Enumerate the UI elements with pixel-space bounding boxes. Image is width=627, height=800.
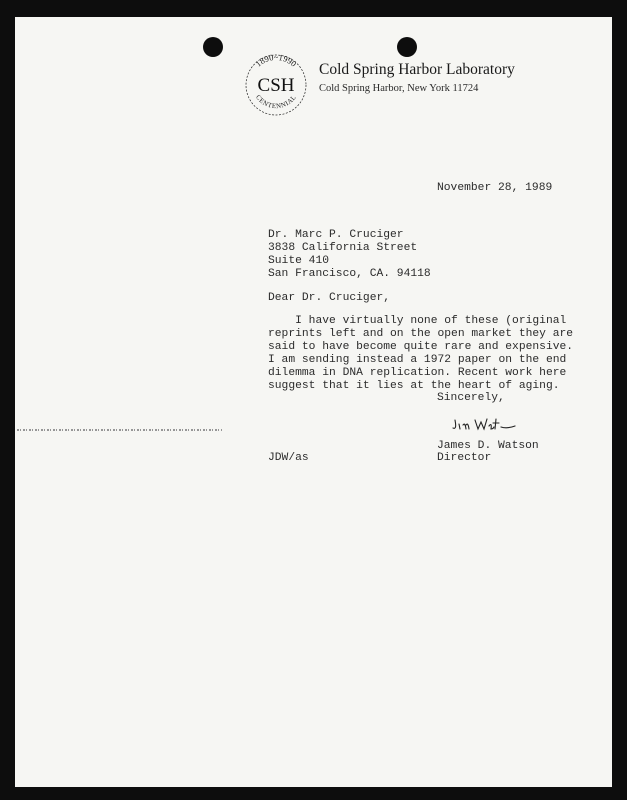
recipient-line: 3838 California Street [268,242,418,254]
body-line: suggest that it lies at the heart of aging. [268,380,560,392]
organization-address: Cold Spring Harbor, New York 11724 [319,83,479,94]
signer-title: Director [437,452,492,464]
recipient-line: San Francisco, CA. 94118 [268,268,431,280]
punch-hole-right [397,37,417,57]
body-line: said to have become quite rare and expensive. [268,341,574,353]
recipient-line: Suite 410 [268,255,330,267]
scan-artifact-line [17,428,222,432]
signer-name: James D. Watson [437,440,539,452]
organization-name: Cold Spring Harbor Laboratory [319,61,515,78]
handwritten-signature [451,414,521,434]
seal-caption: CENTENNIAL [254,93,298,111]
letter-page [15,17,612,787]
centennial-seal [242,51,310,119]
reference-initials: JDW/as [268,452,309,464]
letter-date: November 28, 1989 [437,182,553,194]
seal-monogram: CSH [257,75,295,96]
closing: Sincerely, [437,392,505,404]
punch-hole-left [203,37,223,57]
recipient-line: Dr. Marc P. Cruciger [268,229,404,241]
salutation: Dear Dr. Cruciger, [268,292,391,304]
body-line: dilemma in DNA replication. Recent work here [268,367,567,379]
body-line: I am sending instead a 1972 paper on the end [268,354,567,366]
seal-years: 1890~1990 [253,52,299,69]
body-line: I have virtually none of these (original [268,315,567,327]
body-line: reprints left and on the open market they are [268,328,574,340]
